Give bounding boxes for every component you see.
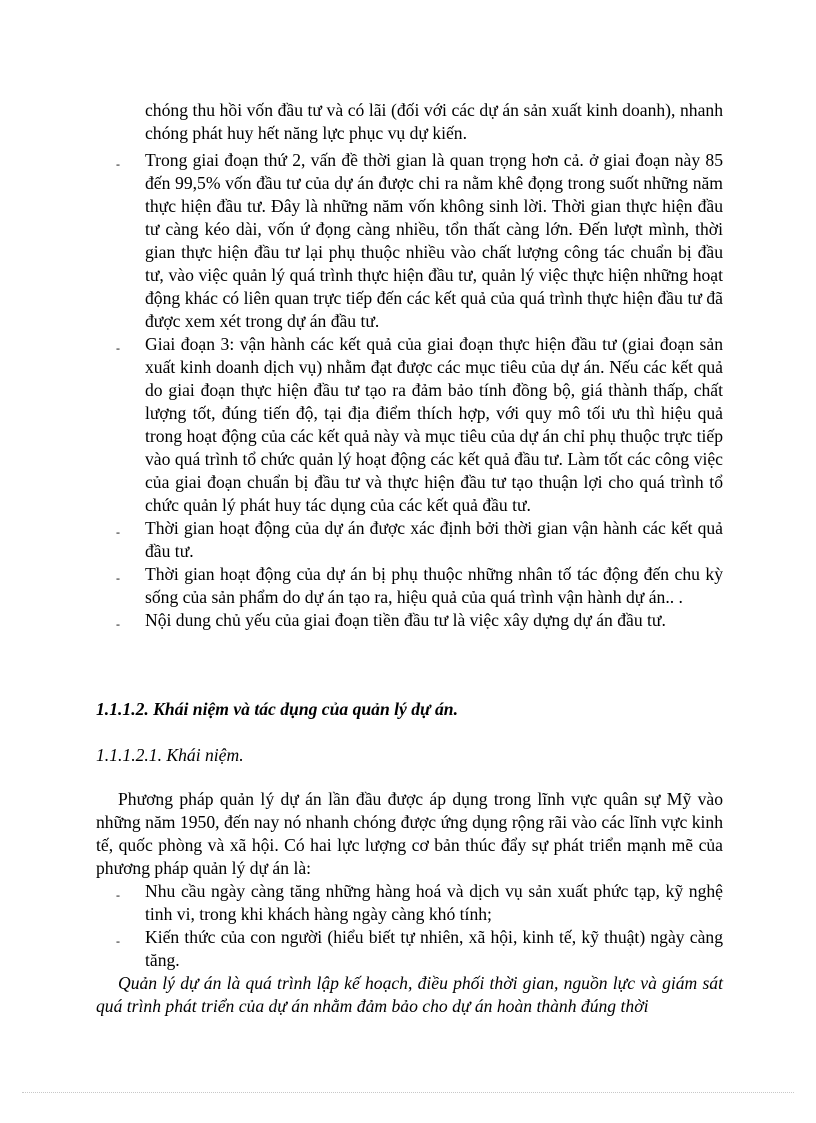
definition-paragraph: Quản lý dự án là quá trình lập kế hoạch, điều phối thời gian, nguồn lực và giám sát quá trình phát triển của dự án nhằm đảm bảo cho dự án hoàn thành đúng thời [96, 973, 723, 1016]
list-item-text: Kiến thức của con người (hiểu biết tự nhiên, xã hội, kinh tế, kỹ thuật) ngày càng tăng. [145, 927, 723, 970]
list-item [96, 333, 723, 517]
section-heading: 1.1.1.2. Khái niệm và tác dụng của quản lý dự án. [96, 699, 458, 719]
list-item-text: Nội dung chủ yếu của giai đoạn tiền đầu tư là việc xây dựng dự án đầu tư. [145, 610, 666, 630]
page-bottom-divider [22, 1092, 794, 1093]
bullet-list-project-phases [96, 149, 723, 632]
bullet-dash-icon: - [116, 617, 120, 631]
list-item [96, 609, 723, 632]
bullet-list-driving-forces [96, 880, 723, 972]
list-item-text: Trong giai đoạn thứ 2, vấn đề thời gian là quan trọng hơn cả. ở giai đoạn này 85 đến 99,5% vốn đầu tư của dự án được chi ra nằm khê đọng trong suốt những năm thực hiện đầu tư. Đây là những năm vốn không sinh lời. Thời gian thực hiện đầu tư càng kéo dài, vốn ứ đọng càng nhiều, tổn thất càng lớn. Đến lượt mình, thời gian thực hiện đầu tư lại phụ thuộc nhiều vào chất lượng công tác chuẩn bị đầu tư, vào việc quản lý quá trình thực hiện đầu tư, quản lý việc thực hiện những hoạt động khác có liên quan trực tiếp đến các kết quả của quá trình thực hiện đầu tư đã được xem xét trong dự án đầu tư. [145, 150, 723, 331]
list-item-text: Thời gian hoạt động của dự án bị phụ thuộc những nhân tố tác động đến chu kỳ sống của sản phẩm do dự án tạo ra, hiệu quả của quá trình vận hành dự án.. . [145, 564, 723, 607]
bullet-dash-icon: - [116, 934, 120, 948]
list-item-text: Giai đoạn 3: vận hành các kết quả của giai đoạn thực hiện đầu tư (giai đoạn sản xuất kinh doanh dịch vụ) nhằm đạt được các mục tiêu của dự án. Nếu các kết quả do giai đoạn thực hiện đầu tư tạo ra đảm bảo tính đồng bộ, giá thành thấp, chất lượng tốt, đúng tiến độ, tại địa điểm thích hợp, với quy mô tối ưu thì hiệu quả trong hoạt động của các kết quả này và mục tiêu của dự án chỉ phụ thuộc trực tiếp vào quá trình tổ chức quản lý hoạt động các kết quả đầu tư. Làm tốt các công việc của giai đoạn chuẩn bị đầu tư và thực hiện đầu tư tạo thuận lợi cho quá trình tổ chức quản lý phát huy tác dụng của các kết quả đầu tư. [145, 334, 723, 515]
list-item-text: Nhu cầu ngày càng tăng những hàng hoá và dịch vụ sản xuất phức tạp, kỹ nghệ tinh vi, trong khi khách hàng ngày càng khó tính; [145, 881, 723, 924]
bullet-dash-icon: - [116, 525, 120, 539]
body-paragraph: Phương pháp quản lý dự án lần đầu được áp dụng trong lĩnh vực quân sự Mỹ vào những năm 1950, đến nay nó nhanh chóng được ứng dụng rộng rãi vào các lĩnh vực kinh tế, quốc phòng và xã hội. Có hai lực lượng cơ bản thúc đẩy sự phát triển mạnh mẽ của phương pháp quản lý dự án là: [96, 789, 723, 878]
bullet-dash-icon: - [116, 341, 120, 355]
subsection-heading: 1.1.1.2.1. Khái niệm. [96, 745, 244, 765]
list-item [96, 563, 723, 609]
bullet-dash-icon: - [116, 888, 120, 902]
bullet-dash-icon: - [116, 157, 120, 171]
list-item-text: Thời gian hoạt động của dự án được xác định bởi thời gian vận hành các kết quả đầu tư. [145, 518, 723, 561]
list-item [96, 880, 723, 926]
bullet-dash-icon: - [116, 571, 120, 585]
continuation-paragraph: chóng thu hồi vốn đầu tư và có lãi (đối với các dự án sản xuất kinh doanh), nhanh chóng phát huy hết năng lực phục vụ dự kiến. [145, 100, 723, 143]
list-item [96, 517, 723, 563]
list-item [96, 926, 723, 972]
list-item [96, 149, 723, 333]
